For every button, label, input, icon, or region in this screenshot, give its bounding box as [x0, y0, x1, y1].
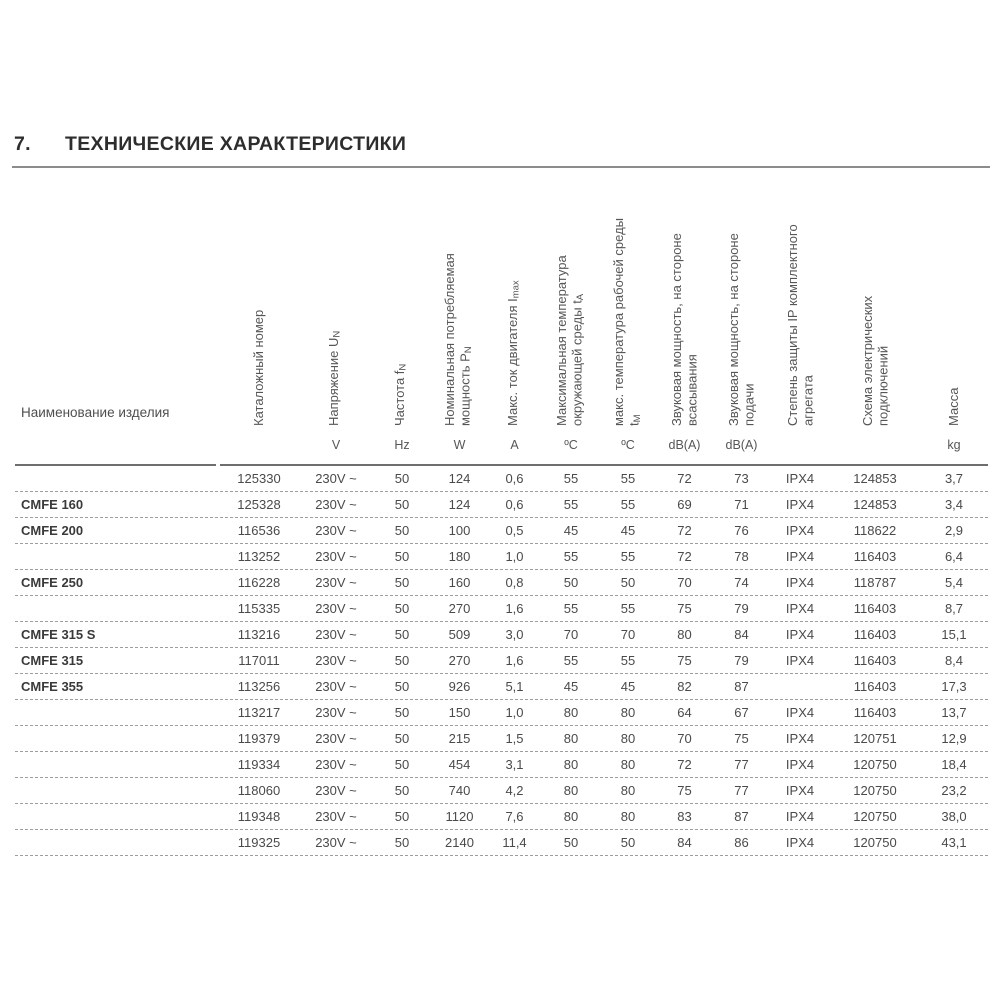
- max-motor-current-cell: 1,0: [505, 549, 524, 564]
- wiring-diagram-cell: 120750: [853, 809, 897, 824]
- max-ambient-temp-cell: 70: [563, 627, 579, 642]
- sound-power-discharge-column-label: [726, 188, 757, 426]
- max-ambient-temp-cell: 80: [563, 757, 579, 772]
- header-line: [785, 188, 801, 426]
- max-medium-temp-column-header: [600, 188, 656, 426]
- table-row: [15, 778, 988, 804]
- sound-power-suction-cell: 82: [677, 679, 692, 694]
- frequency-column-label: [392, 188, 411, 426]
- max-motor-current-cell: 1,6: [505, 653, 524, 668]
- sound-power-suction-column-header: [656, 188, 713, 426]
- max-ambient-temp-cell: 80: [563, 783, 579, 798]
- sound-power-suction-cell: 75: [677, 653, 692, 668]
- voltage-column-label: [326, 188, 345, 426]
- rated-power-cell: 454: [448, 757, 471, 772]
- ip-rating-cell: IPX4: [785, 757, 815, 772]
- catalog-number-cell: 119325: [237, 835, 281, 850]
- sound-power-discharge-cell: 67: [734, 705, 749, 720]
- wiring-diagram-cell: 124853: [853, 471, 897, 486]
- rated-power-cell: 1120: [445, 809, 474, 824]
- ip-rating-cell: IPX4: [785, 627, 815, 642]
- sound-power-discharge-unit: dB(A): [725, 438, 758, 452]
- max-medium-temp-cell: 55: [620, 497, 636, 512]
- header-line-text: всасывания: [684, 354, 700, 426]
- rated-power-column-label: [442, 188, 477, 426]
- sound-power-suction-cell: 70: [677, 731, 692, 746]
- header-line-text: Масса: [946, 387, 962, 426]
- max-motor-current-cell: 3,0: [505, 627, 524, 642]
- max-medium-temp-cell: 80: [620, 783, 636, 798]
- wiring-diagram-cell: 118622: [853, 523, 897, 538]
- product-name-cell: CMFE 200: [21, 523, 84, 538]
- product-name-cell: CMFE 250: [21, 575, 84, 590]
- rated-power-cell: 926: [448, 679, 471, 694]
- header-line: [458, 188, 477, 426]
- header-line-text: Звуковая мощность, на стороне: [669, 233, 684, 426]
- sound-power-suction-cell: 72: [677, 549, 692, 564]
- table-row: [15, 752, 988, 778]
- max-medium-temp-cell: 80: [620, 705, 636, 720]
- header-divider-right-segment: [220, 464, 988, 466]
- sound-power-discharge-cell: 77: [734, 757, 749, 772]
- wiring-diagram-cell: 116403: [853, 601, 897, 616]
- product-name-cell: CMFE 355: [21, 679, 84, 694]
- sound-power-suction-cell: 83: [677, 809, 692, 824]
- sound-power-discharge-cell: 79: [734, 653, 749, 668]
- wiring-diagram-column-header: [830, 188, 920, 426]
- header-line-text: мощность P: [457, 353, 473, 426]
- table-row: [15, 570, 988, 596]
- sound-power-suction-cell: 70: [677, 575, 692, 590]
- max-motor-current-cell: 7,6: [505, 809, 524, 824]
- header-line: [669, 188, 685, 426]
- voltage-cell: 230V ~: [315, 731, 357, 746]
- max-motor-current-cell: 3,1: [505, 757, 524, 772]
- max-ambient-temp-cell: 55: [563, 549, 579, 564]
- header-line: [554, 188, 570, 426]
- mass-cell: 43,1: [941, 835, 967, 850]
- header-line-text: Схема электрических: [859, 295, 875, 426]
- voltage-column-header: [300, 188, 372, 426]
- frequency-cell: 50: [394, 705, 410, 720]
- catalog-number-cell: 115335: [237, 601, 281, 616]
- header-line-text: Каталожный номер: [251, 309, 267, 426]
- ip-rating-cell: IPX4: [785, 471, 815, 486]
- voltage-cell: 230V ~: [315, 549, 357, 564]
- max-ambient-temp-cell: 55: [563, 497, 579, 512]
- max-medium-temp-cell: 45: [620, 679, 636, 694]
- rated-power-cell: 2140: [445, 835, 474, 850]
- header-divider-left-segment: [15, 464, 216, 466]
- catalog-number-cell: 119348: [237, 809, 281, 824]
- rated-power-column-header: [432, 188, 487, 426]
- table-row: [15, 492, 988, 518]
- frequency-cell: 50: [394, 757, 410, 772]
- max-medium-temp-column-label: [611, 188, 646, 426]
- header-line: [251, 188, 267, 426]
- ip-rating-cell: IPX4: [785, 653, 815, 668]
- ip-rating-cell: IPX4: [785, 731, 815, 746]
- mass-cell: 2,9: [944, 523, 964, 538]
- header-line: [569, 188, 588, 426]
- max-motor-current-cell: 1,5: [505, 731, 524, 746]
- max-ambient-temp-cell: 50: [563, 835, 579, 850]
- sound-power-discharge-cell: 71: [734, 497, 749, 512]
- header-line-text: агрегата: [800, 375, 815, 426]
- max-motor-current-cell: 1,6: [505, 601, 524, 616]
- max-motor-current-cell: 0,6: [505, 497, 524, 512]
- frequency-cell: 50: [394, 835, 410, 850]
- catalog-number-cell: 119334: [237, 757, 281, 772]
- max-motor-current-unit: A: [510, 438, 519, 452]
- voltage-cell: 230V ~: [315, 835, 357, 850]
- table-row: [15, 674, 988, 700]
- max-ambient-temp-unit: ºC: [564, 438, 578, 452]
- max-ambient-temp-cell: 45: [563, 523, 579, 538]
- table-row: [15, 544, 988, 570]
- mass-cell: 3,4: [944, 497, 964, 512]
- wiring-diagram-cell: 116403: [853, 627, 897, 642]
- frequency-cell: 50: [394, 523, 410, 538]
- max-medium-temp-cell: 45: [620, 523, 636, 538]
- max-ambient-temp-cell: 50: [563, 575, 579, 590]
- header-line-text: Звуковая мощность, на стороне: [726, 233, 741, 426]
- ip-rating-column-header: [770, 188, 830, 426]
- header-line-text: Напряжение U: [326, 337, 342, 426]
- wiring-diagram-cell: 120750: [853, 835, 897, 850]
- section-title: ТЕХНИЧЕСКИЕ ХАРАКТЕРИСТИКИ: [65, 133, 407, 155]
- table-row: [15, 804, 988, 830]
- table-header-row: [15, 188, 988, 426]
- rated-power-cell: 270: [448, 601, 471, 616]
- ip-rating-cell: IPX4: [785, 523, 815, 538]
- catalog-number-cell: 119379: [237, 731, 281, 746]
- header-line-text: макс. температура рабочей среды: [610, 218, 626, 426]
- max-medium-temp-unit: ºC: [621, 438, 635, 452]
- max-medium-temp-cell: 70: [620, 627, 636, 642]
- ip-rating-cell: IPX4: [785, 497, 815, 512]
- catalog-number-cell: 113252: [237, 549, 281, 564]
- sound-power-discharge-cell: 74: [734, 575, 749, 590]
- mass-cell: 17,3: [941, 679, 967, 694]
- header-line-text: Частота f: [392, 370, 408, 426]
- ip-rating-cell: IPX4: [785, 835, 815, 850]
- rated-power-cell: 180: [448, 549, 471, 564]
- rated-power-cell: 124: [448, 471, 471, 486]
- header-line-text: подключений: [875, 345, 890, 426]
- rated-power-cell: 160: [448, 575, 471, 590]
- max-medium-temp-cell: 80: [620, 757, 636, 772]
- mass-cell: 3,7: [944, 471, 964, 486]
- sound-power-suction-cell: 84: [677, 835, 692, 850]
- header-line: [392, 188, 411, 426]
- sound-power-suction-cell: 64: [677, 705, 692, 720]
- heading-underline: [12, 166, 990, 168]
- voltage-cell: 230V ~: [315, 497, 357, 512]
- max-ambient-temp-cell: 55: [563, 601, 579, 616]
- max-ambient-temp-cell: 80: [563, 731, 579, 746]
- header-line: [800, 188, 816, 426]
- wiring-diagram-cell: 120750: [853, 783, 897, 798]
- max-medium-temp-cell: 80: [620, 809, 636, 824]
- header-line: [611, 188, 627, 426]
- max-ambient-temp-cell: 55: [563, 471, 579, 486]
- table-row: [15, 622, 988, 648]
- header-line-subscript: max: [510, 280, 522, 299]
- sound-power-suction-cell: 75: [677, 783, 692, 798]
- sound-power-suction-cell: 75: [677, 601, 692, 616]
- ip-rating-cell: IPX4: [785, 575, 815, 590]
- max-motor-current-column-label: [505, 188, 524, 426]
- frequency-cell: 50: [394, 549, 410, 564]
- table-row: [15, 700, 988, 726]
- header-line: [505, 188, 524, 426]
- ip-rating-cell: IPX4: [785, 809, 815, 824]
- catalog-number-cell: 125330: [237, 471, 281, 486]
- sound-power-suction-column-label: [669, 188, 700, 426]
- max-motor-current-cell: 0,5: [505, 523, 524, 538]
- name-column-header: [15, 188, 218, 426]
- rated-power-unit: W: [453, 438, 466, 452]
- frequency-cell: 50: [394, 809, 410, 824]
- frequency-cell: 50: [394, 601, 410, 616]
- frequency-cell: 50: [394, 783, 410, 798]
- max-ambient-temp-cell: 45: [563, 679, 579, 694]
- wiring-diagram-cell: 116403: [853, 549, 897, 564]
- header-line-text: t: [626, 422, 642, 426]
- header-line: [326, 188, 345, 426]
- table-row: [15, 466, 988, 492]
- max-motor-current-cell: 4,2: [505, 783, 524, 798]
- header-line: [726, 188, 742, 426]
- rated-power-cell: 150: [448, 705, 471, 720]
- wiring-diagram-cell: 116403: [853, 653, 897, 668]
- section-number: 7.: [14, 133, 31, 155]
- catalog-number-cell: 116536: [237, 523, 281, 538]
- header-divider: [15, 464, 988, 466]
- mass-cell: 8,4: [944, 653, 964, 668]
- ip-rating-cell: IPX4: [785, 601, 815, 616]
- wiring-diagram-column-label: [860, 188, 891, 426]
- catalog-number-cell: 116228: [237, 575, 281, 590]
- header-line-text: окружающей среды t: [569, 300, 585, 426]
- catalog-number-cell: 113256: [237, 679, 281, 694]
- table-row: [15, 518, 988, 544]
- sound-power-discharge-cell: 79: [734, 601, 749, 616]
- rated-power-cell: 740: [448, 783, 471, 798]
- mass-cell: 38,0: [941, 809, 967, 824]
- header-line: [626, 188, 645, 426]
- product-name-cell: CMFE 315: [21, 653, 84, 668]
- ip-rating-cell: IPX4: [785, 705, 815, 720]
- catalog-number-cell: 118060: [237, 783, 281, 798]
- ip-rating-cell: IPX4: [785, 783, 815, 798]
- header-line-subscript: N: [332, 330, 344, 338]
- mass-column-header: [920, 188, 988, 426]
- mass-column-label: [946, 188, 962, 426]
- frequency-cell: 50: [394, 497, 410, 512]
- mass-cell: 8,7: [944, 601, 964, 616]
- max-medium-temp-cell: 55: [620, 471, 636, 486]
- sound-power-suction-unit: dB(A): [668, 438, 701, 452]
- sound-power-discharge-cell: 84: [734, 627, 749, 642]
- mass-cell: 6,4: [944, 549, 964, 564]
- section-heading: [0, 0, 1000, 156]
- voltage-cell: 230V ~: [315, 783, 357, 798]
- voltage-cell: 230V ~: [315, 627, 357, 642]
- frequency-cell: 50: [394, 627, 410, 642]
- max-medium-temp-cell: 55: [620, 601, 636, 616]
- frequency-column-header: [372, 188, 432, 426]
- sound-power-suction-cell: 69: [677, 497, 692, 512]
- sound-power-discharge-cell: 87: [734, 809, 749, 824]
- table-row: [15, 726, 988, 752]
- wiring-diagram-cell: 118787: [853, 575, 897, 590]
- catalog-number-cell: 125328: [237, 497, 281, 512]
- voltage-cell: 230V ~: [315, 471, 357, 486]
- header-line-subscript: N: [398, 363, 410, 371]
- header-line-subscript: A: [574, 293, 586, 301]
- voltage-cell: 230V ~: [315, 523, 357, 538]
- header-line: [860, 188, 876, 426]
- wiring-diagram-cell: 116403: [853, 679, 897, 694]
- max-ambient-temp-cell: 80: [563, 705, 579, 720]
- voltage-cell: 230V ~: [315, 653, 357, 668]
- voltage-unit: V: [331, 438, 341, 452]
- max-medium-temp-cell: 55: [620, 549, 636, 564]
- mass-cell: 15,1: [941, 627, 967, 642]
- wiring-diagram-cell: 124853: [853, 497, 897, 512]
- sound-power-suction-cell: 72: [677, 471, 692, 486]
- sound-power-discharge-cell: 87: [734, 679, 749, 694]
- mass-cell: 23,2: [941, 783, 967, 798]
- sound-power-discharge-cell: 73: [734, 471, 749, 486]
- header-line: [742, 188, 758, 426]
- mass-cell: 5,4: [944, 575, 964, 590]
- catalog-number-cell: 117011: [238, 653, 280, 668]
- sound-power-suction-cell: 72: [677, 523, 692, 538]
- max-motor-current-cell: 5,1: [505, 679, 524, 694]
- mass-unit: kg: [947, 438, 961, 452]
- sound-power-discharge-cell: 76: [734, 523, 749, 538]
- catalog-number-column-label: [251, 188, 267, 426]
- table-body: [15, 466, 988, 856]
- voltage-cell: 230V ~: [315, 757, 357, 772]
- frequency-cell: 50: [394, 653, 410, 668]
- max-motor-current-cell: 1,0: [505, 705, 524, 720]
- header-line-text: Номинальная потребляемая: [442, 253, 458, 426]
- max-motor-current-cell: 0,8: [505, 575, 524, 590]
- rated-power-cell: 509: [448, 627, 471, 642]
- header-line-text: Степень защиты IP комплектного: [784, 224, 800, 426]
- rated-power-cell: 124: [448, 497, 471, 512]
- max-ambient-temp-cell: 55: [563, 653, 579, 668]
- ip-rating-cell: IPX4: [785, 549, 815, 564]
- mass-cell: 13,7: [941, 705, 967, 720]
- max-motor-current-cell: 11,4: [502, 835, 527, 850]
- rated-power-cell: 100: [448, 523, 471, 538]
- sound-power-discharge-cell: 86: [734, 835, 749, 850]
- frequency-cell: 50: [394, 679, 410, 694]
- voltage-cell: 230V ~: [315, 601, 357, 616]
- sound-power-suction-cell: 80: [677, 627, 692, 642]
- frequency-cell: 50: [394, 471, 410, 486]
- frequency-cell: 50: [394, 731, 410, 746]
- sound-power-discharge-cell: 77: [734, 783, 749, 798]
- product-name-cell: CMFE 160: [21, 497, 84, 512]
- catalog-number-cell: 113216: [237, 627, 281, 642]
- unit-row: [15, 426, 988, 464]
- header-line: [442, 188, 458, 426]
- header-line-subscript: N: [463, 346, 475, 354]
- frequency-unit: Hz: [394, 438, 410, 452]
- wiring-diagram-cell: 120750: [853, 757, 897, 772]
- catalog-number-cell: 113217: [237, 705, 281, 720]
- voltage-cell: 230V ~: [315, 809, 357, 824]
- wiring-diagram-cell: 120751: [853, 731, 897, 746]
- ip-rating-column-label: [785, 188, 816, 426]
- max-medium-temp-cell: 50: [620, 575, 636, 590]
- max-medium-temp-cell: 55: [620, 653, 636, 668]
- table-row: [15, 648, 988, 674]
- max-motor-current-column-header: [487, 188, 542, 426]
- rated-power-cell: 270: [448, 653, 471, 668]
- table-row: [15, 830, 988, 856]
- sound-power-discharge-cell: 78: [734, 549, 749, 564]
- rated-power-cell: 215: [448, 731, 471, 746]
- mass-cell: 12,9: [941, 731, 967, 746]
- header-line-text: Максимальная температура: [553, 255, 569, 426]
- voltage-cell: 230V ~: [315, 679, 357, 694]
- voltage-cell: 230V ~: [315, 575, 357, 590]
- sound-power-discharge-column-header: [713, 188, 770, 426]
- catalog-number-column-header: [218, 188, 300, 426]
- table-row: [15, 596, 988, 622]
- frequency-cell: 50: [394, 575, 410, 590]
- max-medium-temp-cell: 80: [620, 731, 636, 746]
- max-ambient-temp-cell: 80: [563, 809, 579, 824]
- voltage-cell: 230V ~: [315, 705, 357, 720]
- sound-power-suction-cell: 72: [677, 757, 692, 772]
- max-motor-current-cell: 0,6: [505, 471, 524, 486]
- sound-power-discharge-cell: 75: [734, 731, 749, 746]
- header-line-text: подачи: [741, 383, 757, 426]
- name-column-header-label: Наименование изделия: [21, 405, 170, 420]
- header-line: [946, 188, 962, 426]
- max-ambient-temp-column-label: [554, 188, 589, 426]
- header-line-subscript: M: [631, 414, 643, 423]
- header-line: [875, 188, 891, 426]
- header-line-text: Макс. ток двигателя I: [504, 298, 520, 426]
- spec-table: [15, 188, 988, 856]
- wiring-diagram-cell: 116403: [853, 705, 897, 720]
- max-medium-temp-cell: 50: [620, 835, 636, 850]
- mass-cell: 18,4: [941, 757, 967, 772]
- header-line: [685, 188, 701, 426]
- max-ambient-temp-column-header: [542, 188, 600, 426]
- product-name-cell: CMFE 315 S: [21, 627, 96, 642]
